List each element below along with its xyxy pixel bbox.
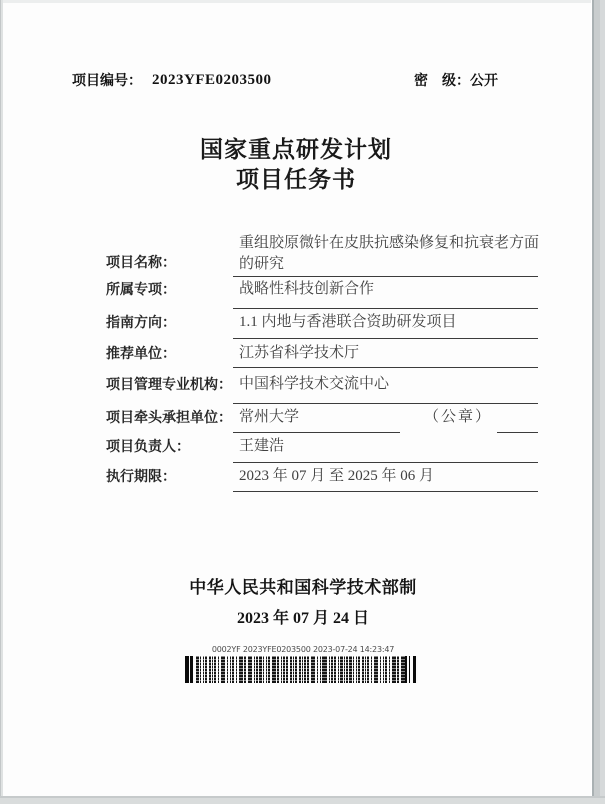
barcode-image [185,656,418,683]
seal-note: （公章） [424,409,493,425]
underline-management-agency [233,403,538,404]
label-management-agency: 项目管理专业机构： [106,376,232,392]
project-number-label: 项目编号： [72,72,142,88]
label-lead-unit: 项目牵头承担单位： [106,409,232,425]
value-management-agency: 中国科学技术交流中心 [239,376,390,392]
label-project-name: 项目名称： [106,254,176,270]
underline-project-leader [233,462,538,463]
underline-execution-period [233,491,538,492]
barcode-caption: 0002YF 2023YFE0203500 2023-07-24 14:23:47 [211,645,395,654]
underline-project-name [233,276,538,277]
label-special-program: 所属专项： [106,281,176,297]
document-title [0,134,592,194]
underline-special-program [233,308,538,309]
value-project-leader: 王建浩 [239,438,285,454]
value-special-program: 战略性科技创新合作 [239,281,375,297]
underline-recommending-unit [233,367,538,368]
value-recommending-unit: 江苏省科学技术厅 [239,345,360,361]
label-guide-direction: 指南方向： [106,314,176,330]
value-execution-period: 2023 年 07 月 至 2025 年 06 月 [239,468,435,484]
value-lead-unit: 常州大学 [239,409,300,425]
title-line-1: 国家重点研发计划 [200,136,392,162]
value-guide-direction: 1.1 内地与香港联合资助研发项目 [239,314,457,330]
underline-guide-direction [233,338,538,339]
title-line-2: 项目任务书 [236,166,356,192]
project-number-value: 2023YFE0203500 [152,72,272,88]
underline-lead-unit [233,432,400,433]
scan-edge-top [0,0,605,3]
issue-date: 2023 年 07 月 24 日 [236,610,369,627]
issuer-line: 中华人民共和国科学技术部制 [189,578,417,597]
underline-seal [497,432,538,433]
scan-edge-left [0,0,3,804]
label-execution-period: 执行期限： [106,468,176,484]
scan-edge-right [591,0,605,804]
scan-edge-bottom [0,796,605,804]
secrecy-value: 公开 [470,72,498,88]
label-project-leader: 项目负责人： [106,438,190,454]
value-project-name: 重组胶原微针在皮肤抗感染修复和抗衰老方面的研究 [239,235,540,272]
label-recommending-unit: 推荐单位： [106,345,176,361]
secrecy-label: 密 级： [414,72,470,88]
